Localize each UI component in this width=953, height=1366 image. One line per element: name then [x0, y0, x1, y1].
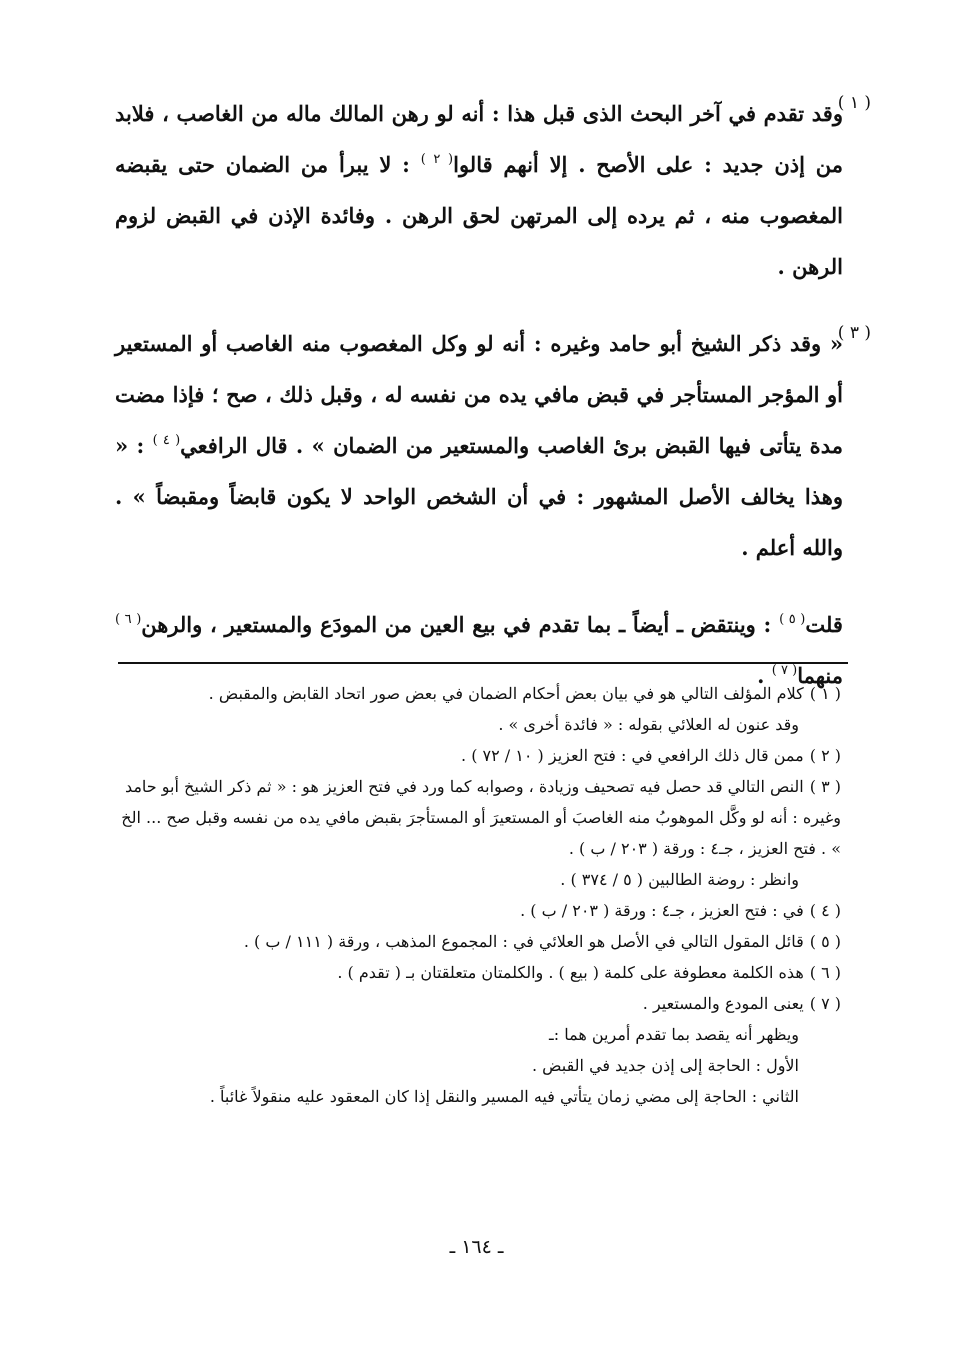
paragraph-text: وقد تقدم في آخر البحث الذى قبل هذا : أنه لو رهن المالك ماله من الغاصب ، فلابد من إذن جديد : على الأصح . إلا أنهم قالوا [115, 101, 843, 177]
footnote-text: كلام المؤلف التالي هو في بيان بعض أحكام الضمان في بعض صور اتحاد القابض والمقبض . [208, 684, 804, 703]
footnote-ref: ( ٦ ) [115, 612, 142, 627]
footnote-text: هذه الكلمة معطوفة على كلمة ( بيع ) . والكلمتان متعلقتان بـ ( تقدم ) . [337, 963, 804, 982]
footnote-marker: ( ١ ) [837, 93, 871, 113]
footnote-ref: ( ٥ ) [779, 612, 806, 627]
paragraph-text: : وينتقض ـ أيضاً ـ بما تقدم في بيع العين من المودَع والمستعير ، والرهن [141, 612, 772, 637]
footnote-4 [118, 895, 841, 926]
footnote-ref: ( ٤ ) [152, 433, 181, 448]
footnote-continuation: وقد عنون له العلائي بقوله : « فائدة أخرى » . [498, 715, 799, 734]
footnote-6 [118, 957, 841, 988]
paragraph-text: : « وهذا يخالف الأصل المشهور : في أن الشخص الواحد لا يكون قابضاً ومقبضاً » . والله أعلم . [115, 433, 843, 560]
footnote-text: يعنى المودع والمستعير . [642, 994, 804, 1013]
footnote-ref: ( ٧ ) [771, 663, 798, 678]
footnote-2 [118, 740, 841, 771]
paragraph-text: منهما [797, 663, 843, 688]
footnote-number: ( ١ ) [809, 684, 841, 703]
footnote-number: ( ٥ ) [809, 932, 841, 951]
footnote-number: ( ٧ ) [809, 994, 841, 1013]
paragraph-1 [115, 88, 871, 292]
paragraph-text: « وقد ذكر الشيخ أبو حامد وغيره : أنه لو وكل المغصوب منه الغاصب أو المستعير أو المؤجر المستأجر في قبض مافي يده من نفسه له ، وقبل ذلك ، صح ؛ فإذا مضت مدة يتأتى فيها القبض برئ الغاصب والمستعير من الضمان » . قال الرافعي [115, 331, 843, 458]
footnote-divider [118, 662, 848, 664]
footnote-1 [118, 678, 841, 740]
footnote-continuation: الأول : الحاجة إلى إذن جديد في القبض . [531, 1056, 799, 1075]
main-text [115, 88, 871, 727]
footnote-text: النص التالي قد حصل فيه تصحيف وزيادة ، وصوابه كما ورد في فتح العزيز هو : « ثم ذكر الشيخ أبو حامد وغيره : أنه لو وكَّل الموهوبُ منه الغاصبَ أو المستعيرَ أو المستأجرَ بقبض مافي يده من نفسه وقبل صح ... الخ » . فتح العزيز ، جـ٤ : ورقة ( ٢٠٣ / ب ) . [121, 777, 841, 858]
footnote-7 [118, 988, 841, 1112]
footnote-number: ( ٦ ) [809, 963, 841, 982]
footnote-marker: ( ٣ ) [837, 323, 871, 343]
footnote-continuation: الثاني : الحاجة إلى مضي زمان يتأتي فيه المسير والنقل إذا كان المعقود عليه منقولاً غائباً . [209, 1087, 799, 1106]
paragraph-text: . [757, 663, 765, 688]
footnote-continuation: وانظر : روضة الطالبين ( ٥ / ٣٧٤ ) . [560, 870, 799, 889]
footnote-ref: ( ٢ ) [420, 152, 454, 167]
paragraph-text: قلت [805, 612, 843, 637]
page-number: ـ ١٦٤ ـ [449, 1236, 504, 1258]
footnote-3 [118, 771, 841, 895]
footnote-text: ممن قال ذلك الرافعي في : فتح العزيز ( ١٠ / ٧٢ ) . [461, 746, 804, 765]
footnote-5 [118, 926, 841, 957]
footnote-text: قائل المقول التالي في الأصل هو العلائي في : المجموع المذهب ، ورقة ( ١١١ / ب ) . [243, 932, 804, 951]
footnote-number: ( ٣ ) [809, 777, 841, 796]
footnotes [118, 678, 841, 1112]
paragraph-2 [115, 318, 871, 573]
footnote-continuation: ويظهر أنه يقصد بما تقدم أمرين هما :ـ [549, 1025, 799, 1044]
footnote-number: ( ٤ ) [809, 901, 841, 920]
paragraph-text: : لا يبرأ من الضمان حتى يقبضه المغصوب منه ، ثم يرده إلى المرتهن لحق الرهن . وفائدة الإذن في القبض لزوم الرهن . [115, 152, 843, 279]
footnote-text: في : فتح العزيز ، جـ٤ : ورقة ( ٢٠٣ / ب ) . [520, 901, 804, 920]
footnote-number: ( ٢ ) [809, 746, 841, 765]
